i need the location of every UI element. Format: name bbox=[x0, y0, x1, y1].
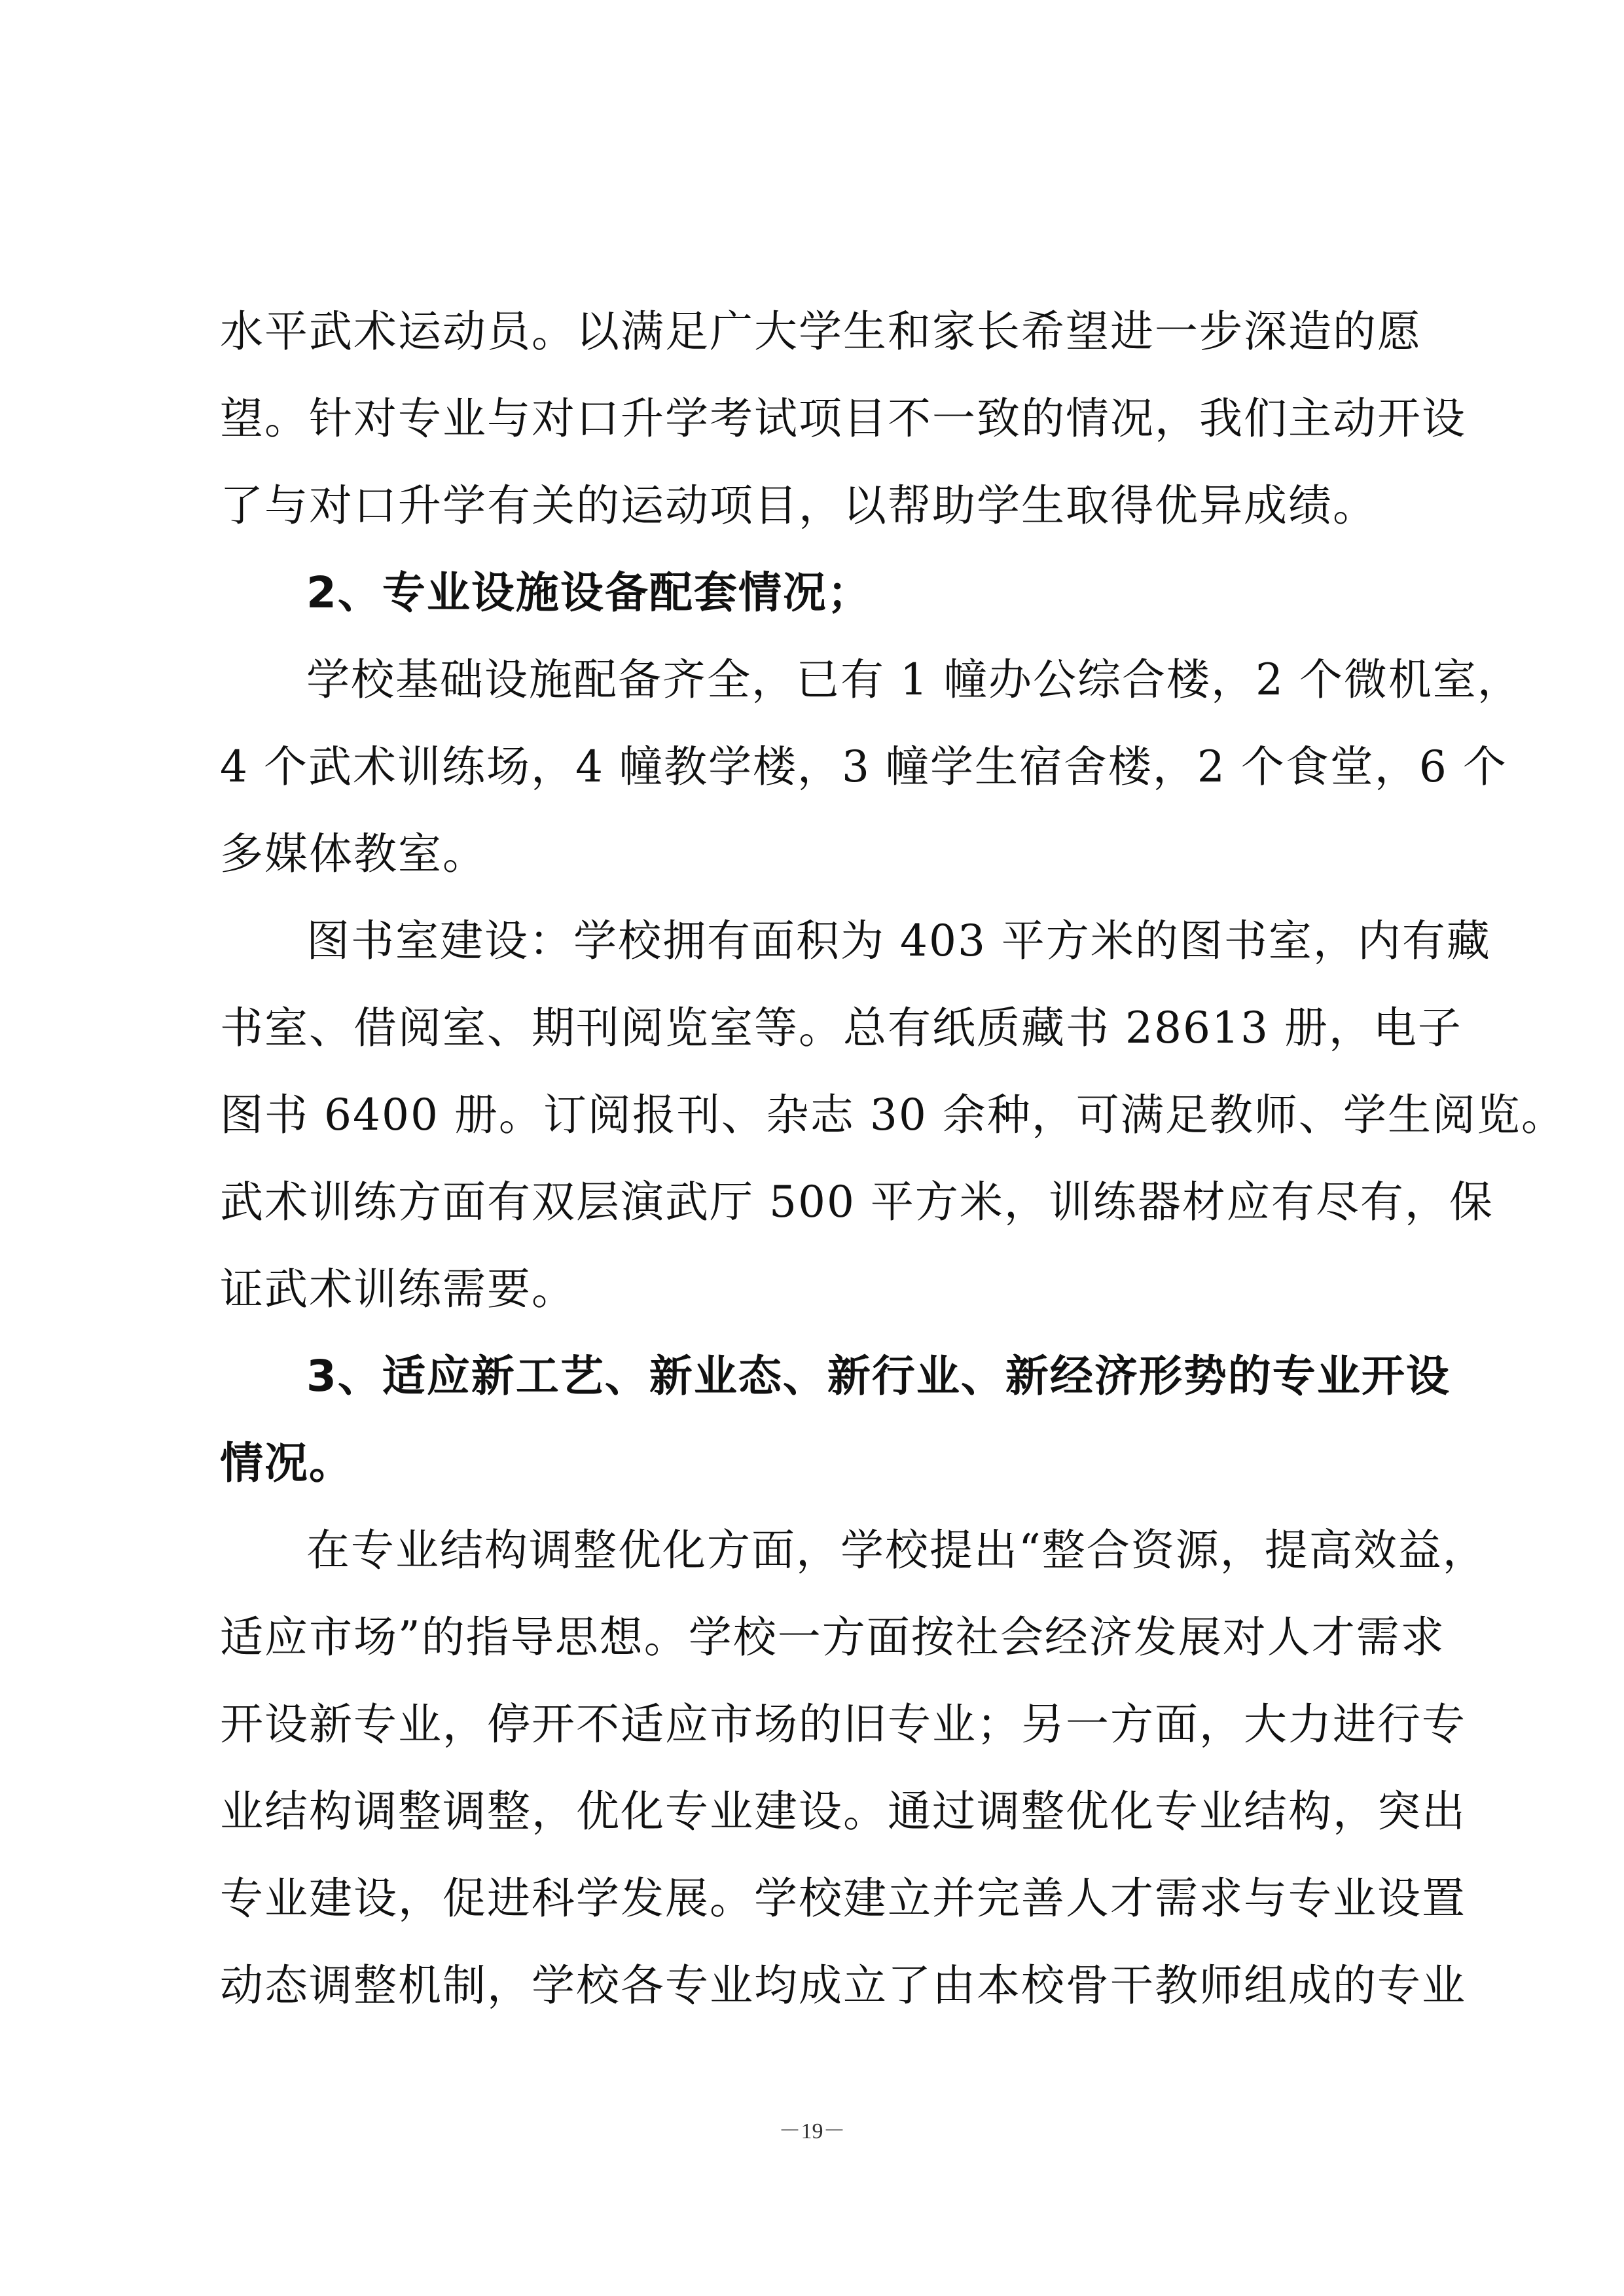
paragraph-line: 学校基础设施配备齐全，已有 1 幢办公综合楼，2 个微机室， bbox=[306, 655, 1522, 705]
section-heading: 3、适应新工艺、新业态、新行业、新经济形势的专业开设 bbox=[306, 1351, 1451, 1401]
paragraph-line: 书室、借阅室、期刊阅览室等。总有纸质藏书 28613 册，电子 bbox=[220, 1003, 1462, 1053]
paragraph-line: 多媒体教室。 bbox=[220, 829, 487, 879]
section-heading: 2、专业设施设备配套情况； bbox=[306, 567, 872, 618]
paragraph-line: 适应市场”的指导思想。学校一方面按社会经济发展对人才需求 bbox=[220, 1612, 1445, 1662]
paragraph-line: 在专业结构调整优化方面，学校提出“整合资源，提高效益， bbox=[306, 1525, 1487, 1575]
section-heading: 情况。 bbox=[220, 1438, 353, 1488]
page-number: －19－ bbox=[778, 2119, 846, 2144]
paragraph-line: 水平武术运动员。以满足广大学生和家长希望进一步深造的愿 bbox=[220, 306, 1422, 357]
paragraph-line: 专业建设，促进科学发展。学校建立并完善人才需求与专业设置 bbox=[220, 1873, 1466, 1924]
document-body bbox=[220, 288, 1566, 2029]
paragraph-line: 4 个武术训练场，4 幢教学楼，3 幢学生宿舍楼，2 个食堂，6 个 bbox=[220, 742, 1507, 792]
paragraph-line: 望。针对专业与对口升学考试项目不一致的情况，我们主动开设 bbox=[220, 393, 1466, 444]
paragraph-line: 图书室建设：学校拥有面积为 403 平方米的图书室，内有藏 bbox=[306, 916, 1491, 966]
paragraph-line: 图书 6400 册。订阅报刊、杂志 30 余种，可满足教师、学生阅览。 bbox=[220, 1090, 1566, 1140]
paragraph-line: 武术训练方面有双层演武厅 500 平方米，训练器材应有尽有，保 bbox=[220, 1177, 1494, 1227]
paragraph-line: 动态调整机制，学校各专业均成立了由本校骨干教师组成的专业 bbox=[220, 1960, 1466, 2011]
paragraph-line: 业结构调整调整，优化专业建设。通过调整优化专业结构，突出 bbox=[220, 1786, 1466, 1837]
paragraph-line: 开设新专业，停开不适应市场的旧专业；另一方面，大力进行专 bbox=[220, 1699, 1466, 1749]
paragraph-line: 证武术训练需要。 bbox=[220, 1264, 576, 1314]
paragraph-line: 了与对口升学有关的运动项目，以帮助学生取得优异成绩。 bbox=[220, 480, 1377, 531]
